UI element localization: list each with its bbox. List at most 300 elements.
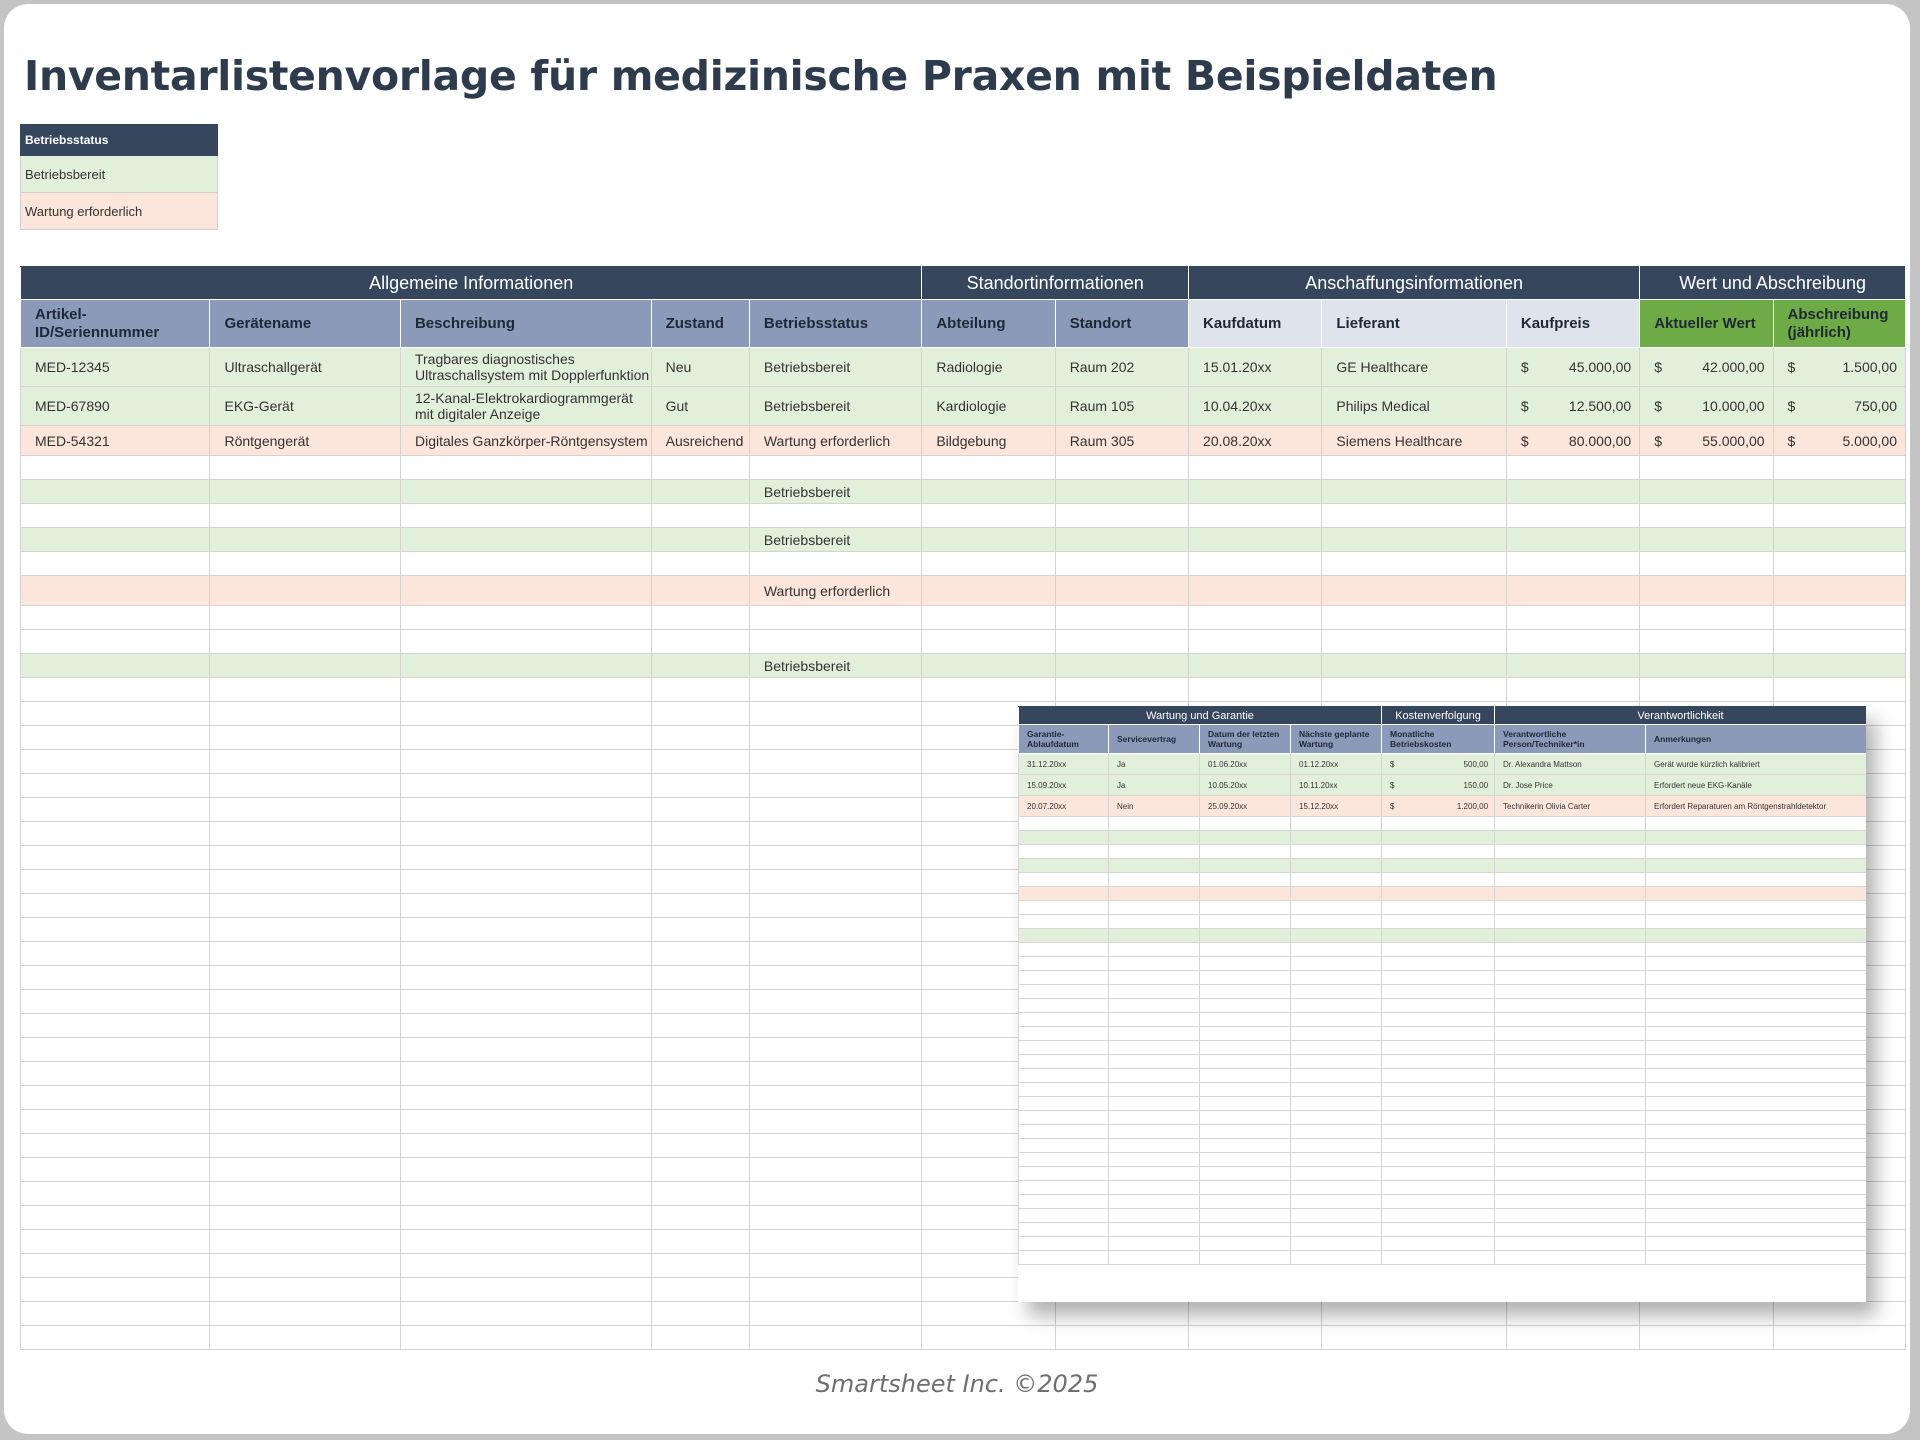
empty-cell[interactable] [651,1278,749,1302]
empty-cell[interactable] [21,528,210,552]
empty-cell[interactable] [1109,817,1200,831]
empty-cell[interactable] [210,1134,400,1158]
empty-cell[interactable] [1109,1027,1200,1041]
empty-cell[interactable] [1200,943,1291,957]
empty-cell[interactable] [1382,1097,1495,1111]
empty-cell[interactable] [1109,1139,1200,1153]
cell-operating-status[interactable] [749,1038,921,1062]
empty-cell[interactable] [1200,1097,1291,1111]
empty-cell[interactable] [922,606,1055,630]
empty-cell[interactable] [1019,1097,1109,1111]
empty-cell[interactable] [1019,1153,1109,1167]
empty-cell[interactable] [1200,1237,1291,1251]
cell-service-contract[interactable]: Ja [1109,754,1200,775]
empty-cell[interactable] [210,1062,400,1086]
cell-operating-status[interactable] [749,1086,921,1110]
cell-operating-status[interactable] [749,1230,921,1254]
cell-operating-status[interactable] [749,798,921,822]
empty-cell[interactable] [1495,999,1646,1013]
empty-cell[interactable] [651,918,749,942]
empty-cell[interactable] [1646,1153,1866,1167]
empty-cell[interactable] [1646,831,1866,845]
empty-cell[interactable] [210,1158,400,1182]
empty-cell[interactable] [1495,859,1646,873]
empty-cell[interactable] [210,990,400,1014]
empty-cell[interactable] [1019,1209,1109,1223]
cell-annual-depreciation[interactable] [1773,387,1905,426]
empty-cell[interactable] [210,870,400,894]
empty-cell[interactable] [1200,831,1291,845]
empty-cell[interactable] [400,1014,651,1038]
empty-cell[interactable] [21,654,210,678]
empty-cell[interactable] [1291,1041,1382,1055]
cell-annual-depreciation[interactable] [1773,348,1905,387]
empty-cell[interactable] [1291,1069,1382,1083]
empty-cell[interactable] [1506,552,1639,576]
empty-cell[interactable] [1773,576,1905,606]
empty-cell[interactable] [1109,1209,1200,1223]
empty-cell[interactable] [651,702,749,726]
cell-operating-status[interactable] [749,702,921,726]
empty-cell[interactable] [1200,1041,1291,1055]
empty-cell[interactable] [1200,1167,1291,1181]
empty-cell[interactable] [1189,654,1322,678]
empty-cell[interactable] [1291,887,1382,901]
empty-cell[interactable] [1382,1237,1495,1251]
empty-cell[interactable] [1506,480,1639,504]
empty-cell[interactable] [1019,1223,1109,1237]
empty-cell[interactable] [1495,985,1646,999]
cell-operating-status[interactable] [749,678,921,702]
empty-cell[interactable] [1382,971,1495,985]
empty-cell[interactable] [1291,929,1382,943]
empty-cell[interactable] [210,630,400,654]
empty-cell[interactable] [1200,1223,1291,1237]
empty-cell[interactable] [1189,552,1322,576]
empty-cell[interactable] [1495,1013,1646,1027]
empty-cell[interactable] [1382,1027,1495,1041]
cell-next-maintenance[interactable]: 15.12.20xx [1291,796,1382,817]
legend-item-maintenance[interactable]: Wartung erforderlich [21,193,218,230]
col-notes[interactable]: Anmerkungen [1646,725,1866,754]
empty-cell[interactable] [21,966,210,990]
empty-cell[interactable] [922,456,1055,480]
empty-cell[interactable] [1019,957,1109,971]
empty-cell[interactable] [1495,1153,1646,1167]
empty-cell[interactable] [1495,873,1646,887]
empty-cell[interactable] [651,870,749,894]
empty-cell[interactable] [1291,915,1382,929]
empty-cell[interactable] [1189,456,1322,480]
empty-cell[interactable] [400,576,651,606]
cell-supplier[interactable]: GE Healthcare [1322,348,1506,387]
empty-cell[interactable] [1200,1083,1291,1097]
empty-cell[interactable] [1291,1223,1382,1237]
empty-cell[interactable] [1640,678,1773,702]
empty-cell[interactable] [1646,1013,1866,1027]
empty-cell[interactable] [1200,999,1291,1013]
cell-supplier[interactable]: Philips Medical [1322,387,1506,426]
empty-cell[interactable] [210,918,400,942]
empty-cell[interactable] [1640,552,1773,576]
empty-cell[interactable] [651,606,749,630]
empty-cell[interactable] [1382,901,1495,915]
empty-cell[interactable] [651,480,749,504]
empty-cell[interactable] [1495,1139,1646,1153]
empty-cell[interactable] [1646,915,1866,929]
empty-cell[interactable] [651,1302,749,1326]
empty-cell[interactable] [1019,859,1109,873]
empty-cell[interactable] [1200,845,1291,859]
cell-condition[interactable]: Gut [651,387,749,426]
empty-cell[interactable] [1200,1181,1291,1195]
cell-operating-status[interactable] [749,1254,921,1278]
empty-cell[interactable] [400,966,651,990]
empty-cell[interactable] [651,774,749,798]
empty-cell[interactable] [1291,873,1382,887]
empty-cell[interactable] [1189,504,1322,528]
empty-cell[interactable] [1019,1069,1109,1083]
empty-cell[interactable] [21,1326,210,1350]
empty-cell[interactable] [210,942,400,966]
cell-operating-status[interactable] [749,504,921,528]
empty-cell[interactable] [1322,480,1506,504]
empty-cell[interactable] [1291,1153,1382,1167]
empty-cell[interactable] [1506,1302,1639,1326]
cell-service-contract[interactable]: Ja [1109,775,1200,796]
empty-cell[interactable] [21,630,210,654]
empty-cell[interactable] [1646,1181,1866,1195]
empty-cell[interactable] [21,726,210,750]
empty-cell[interactable] [400,606,651,630]
empty-cell[interactable] [1291,1209,1382,1223]
empty-cell[interactable] [400,702,651,726]
empty-cell[interactable] [21,678,210,702]
empty-cell[interactable] [1773,456,1905,480]
empty-cell[interactable] [1382,915,1495,929]
empty-cell[interactable] [1200,1055,1291,1069]
cell-operating-status[interactable] [749,552,921,576]
empty-cell[interactable] [400,630,651,654]
empty-cell[interactable] [1291,1111,1382,1125]
empty-cell[interactable] [1055,606,1188,630]
empty-cell[interactable] [651,1086,749,1110]
col-monthly-cost[interactable]: Monatliche Betriebskosten [1382,725,1495,754]
empty-cell[interactable] [1189,1302,1322,1326]
empty-cell[interactable] [1495,1181,1646,1195]
cell-device-name[interactable]: EKG-Gerät [210,387,400,426]
empty-cell[interactable] [400,1206,651,1230]
empty-cell[interactable] [1382,1167,1495,1181]
empty-cell[interactable] [400,1086,651,1110]
empty-cell[interactable] [1291,1195,1382,1209]
cell-purchase-date[interactable]: 15.01.20xx [1189,348,1322,387]
empty-cell[interactable] [1200,1013,1291,1027]
empty-cell[interactable] [210,1326,400,1350]
empty-cell[interactable] [21,1110,210,1134]
empty-cell[interactable] [1291,831,1382,845]
empty-cell[interactable] [1200,985,1291,999]
empty-cell[interactable] [210,846,400,870]
cell-last-maintenance[interactable]: 01.06.20xx [1200,754,1291,775]
empty-cell[interactable] [400,1158,651,1182]
cell-item-id[interactable]: MED-54321 [21,426,210,456]
empty-cell[interactable] [210,1110,400,1134]
empty-cell[interactable] [1291,957,1382,971]
cell-next-maintenance[interactable]: 10.11.20xx [1291,775,1382,796]
empty-cell[interactable] [1200,873,1291,887]
empty-cell[interactable] [1200,1153,1291,1167]
cell-monthly-cost[interactable] [1382,754,1495,775]
empty-cell[interactable] [1506,1326,1639,1350]
empty-cell[interactable] [210,1182,400,1206]
empty-cell[interactable] [1055,456,1188,480]
empty-cell[interactable] [1646,1195,1866,1209]
cell-operating-status[interactable] [749,942,921,966]
empty-cell[interactable] [1109,943,1200,957]
col-annual-depreciation[interactable]: Abschreibung (jährlich) [1773,300,1905,348]
empty-cell[interactable] [1495,971,1646,985]
empty-cell[interactable] [210,726,400,750]
empty-cell[interactable] [1382,1069,1495,1083]
empty-cell[interactable] [400,480,651,504]
empty-cell[interactable] [210,678,400,702]
empty-cell[interactable] [1646,1097,1866,1111]
cell-purchase-price[interactable] [1506,426,1639,456]
empty-cell[interactable] [210,798,400,822]
cell-description[interactable]: 12-Kanal-Elektrokardiogrammgerät mit digitaler Anzeige [400,387,651,426]
col-operating-status[interactable]: Betriebsstatus [749,300,921,348]
empty-cell[interactable] [1055,576,1188,606]
empty-cell[interactable] [1495,957,1646,971]
empty-cell[interactable] [1382,1125,1495,1139]
empty-cell[interactable] [1382,999,1495,1013]
empty-cell[interactable] [1773,528,1905,552]
empty-cell[interactable] [21,918,210,942]
empty-cell[interactable] [21,504,210,528]
empty-cell[interactable] [651,1254,749,1278]
empty-cell[interactable] [1109,1153,1200,1167]
col-supplier[interactable]: Lieferant [1322,300,1506,348]
empty-cell[interactable] [1291,1013,1382,1027]
empty-cell[interactable] [210,1302,400,1326]
col-location[interactable]: Standort [1055,300,1188,348]
empty-cell[interactable] [400,750,651,774]
empty-cell[interactable] [651,750,749,774]
empty-cell[interactable] [651,1158,749,1182]
empty-cell[interactable] [210,774,400,798]
empty-cell[interactable] [651,894,749,918]
empty-cell[interactable] [210,1254,400,1278]
empty-cell[interactable] [1382,1083,1495,1097]
empty-cell[interactable] [1109,1237,1200,1251]
empty-cell[interactable] [1495,915,1646,929]
empty-cell[interactable] [651,1230,749,1254]
cell-service-contract[interactable]: Nein [1109,796,1200,817]
empty-cell[interactable] [1646,845,1866,859]
empty-cell[interactable] [1646,887,1866,901]
empty-cell[interactable] [1109,1013,1200,1027]
empty-cell[interactable] [210,1278,400,1302]
empty-cell[interactable] [1773,678,1905,702]
empty-cell[interactable] [1495,1111,1646,1125]
empty-cell[interactable] [1291,1055,1382,1069]
empty-cell[interactable] [1200,929,1291,943]
empty-cell[interactable] [651,1038,749,1062]
empty-cell[interactable] [1200,1027,1291,1041]
empty-cell[interactable] [400,1062,651,1086]
empty-cell[interactable] [210,822,400,846]
empty-cell[interactable] [21,1302,210,1326]
cell-operating-status[interactable] [749,1158,921,1182]
col-responsible-person[interactable]: Verantwortliche Person/Techniker*in [1495,725,1646,754]
empty-cell[interactable] [1291,1027,1382,1041]
empty-cell[interactable] [1773,552,1905,576]
empty-cell[interactable] [1019,901,1109,915]
empty-cell[interactable] [1506,504,1639,528]
empty-cell[interactable] [922,504,1055,528]
empty-cell[interactable] [1640,456,1773,480]
empty-cell[interactable] [651,822,749,846]
empty-cell[interactable] [1109,1083,1200,1097]
empty-cell[interactable] [1019,1251,1109,1265]
empty-cell[interactable] [1109,1125,1200,1139]
empty-cell[interactable] [210,576,400,606]
empty-cell[interactable] [1200,1139,1291,1153]
empty-cell[interactable] [1646,859,1866,873]
empty-cell[interactable] [1495,1041,1646,1055]
empty-cell[interactable] [21,1158,210,1182]
empty-cell[interactable] [651,576,749,606]
empty-cell[interactable] [1382,1153,1495,1167]
cell-department[interactable]: Radiologie [922,348,1055,387]
empty-cell[interactable] [400,726,651,750]
empty-cell[interactable] [210,1230,400,1254]
empty-cell[interactable] [21,774,210,798]
empty-cell[interactable] [21,1038,210,1062]
empty-cell[interactable] [1640,606,1773,630]
empty-cell[interactable] [21,576,210,606]
empty-cell[interactable] [651,654,749,678]
empty-cell[interactable] [1506,576,1639,606]
empty-cell[interactable] [1291,1139,1382,1153]
empty-cell[interactable] [1382,1041,1495,1055]
cell-device-name[interactable]: Röntgengerät [210,426,400,456]
empty-cell[interactable] [1506,528,1639,552]
empty-cell[interactable] [1200,901,1291,915]
empty-cell[interactable] [1773,1302,1905,1326]
cell-operating-status[interactable] [749,606,921,630]
empty-cell[interactable] [1189,528,1322,552]
empty-cell[interactable] [21,1254,210,1278]
empty-cell[interactable] [1382,985,1495,999]
empty-cell[interactable] [1291,1251,1382,1265]
empty-cell[interactable] [1640,528,1773,552]
empty-cell[interactable] [1109,1055,1200,1069]
cell-operating-status[interactable] [749,990,921,1014]
empty-cell[interactable] [1291,1167,1382,1181]
cell-responsible-person[interactable]: Dr. Jose Price [1495,775,1646,796]
empty-cell[interactable] [1019,1125,1109,1139]
empty-cell[interactable] [210,750,400,774]
empty-cell[interactable] [1200,915,1291,929]
empty-cell[interactable] [922,552,1055,576]
empty-cell[interactable] [1495,817,1646,831]
cell-location[interactable]: Raum 305 [1055,426,1188,456]
empty-cell[interactable] [1640,654,1773,678]
legend-item-ready[interactable]: Betriebsbereit [21,156,218,193]
empty-cell[interactable] [21,480,210,504]
empty-cell[interactable] [400,1278,651,1302]
empty-cell[interactable] [651,1326,749,1350]
empty-cell[interactable] [651,942,749,966]
empty-cell[interactable] [1200,817,1291,831]
empty-cell[interactable] [1019,1181,1109,1195]
empty-cell[interactable] [651,504,749,528]
empty-cell[interactable] [651,630,749,654]
empty-cell[interactable] [1495,1251,1646,1265]
empty-cell[interactable] [1640,504,1773,528]
empty-cell[interactable] [400,798,651,822]
empty-cell[interactable] [1019,1041,1109,1055]
empty-cell[interactable] [1109,999,1200,1013]
empty-cell[interactable] [1109,1041,1200,1055]
empty-cell[interactable] [1109,915,1200,929]
col-current-value[interactable]: Aktueller Wert [1640,300,1773,348]
empty-cell[interactable] [1382,1251,1495,1265]
empty-cell[interactable] [1382,929,1495,943]
empty-cell[interactable] [1019,1027,1109,1041]
empty-cell[interactable] [210,1086,400,1110]
empty-cell[interactable] [1322,1326,1506,1350]
col-description[interactable]: Beschreibung [400,300,651,348]
empty-cell[interactable] [922,678,1055,702]
empty-cell[interactable] [21,870,210,894]
cell-condition[interactable]: Neu [651,348,749,387]
empty-cell[interactable] [1382,1223,1495,1237]
empty-cell[interactable] [1495,929,1646,943]
empty-cell[interactable] [1109,1251,1200,1265]
empty-cell[interactable] [210,456,400,480]
empty-cell[interactable] [1646,873,1866,887]
empty-cell[interactable] [1291,1181,1382,1195]
empty-cell[interactable] [651,798,749,822]
empty-cell[interactable] [21,1230,210,1254]
cell-operating-status[interactable]: Wartung erforderlich [749,426,921,456]
empty-cell[interactable] [21,1062,210,1086]
empty-cell[interactable] [1200,859,1291,873]
empty-cell[interactable] [400,1038,651,1062]
empty-cell[interactable] [400,1254,651,1278]
empty-cell[interactable] [1019,999,1109,1013]
empty-cell[interactable] [400,1230,651,1254]
empty-cell[interactable] [1646,971,1866,985]
cell-operating-status[interactable] [749,894,921,918]
empty-cell[interactable] [1200,1251,1291,1265]
empty-cell[interactable] [1773,504,1905,528]
cell-current-value[interactable] [1640,348,1773,387]
empty-cell[interactable] [1109,929,1200,943]
empty-cell[interactable] [1109,1097,1200,1111]
empty-cell[interactable] [21,798,210,822]
empty-cell[interactable] [400,942,651,966]
empty-cell[interactable] [21,702,210,726]
empty-cell[interactable] [1109,1111,1200,1125]
cell-operating-status[interactable]: Betriebsbereit [749,348,921,387]
empty-cell[interactable] [1200,971,1291,985]
empty-cell[interactable] [400,456,651,480]
empty-cell[interactable] [21,894,210,918]
